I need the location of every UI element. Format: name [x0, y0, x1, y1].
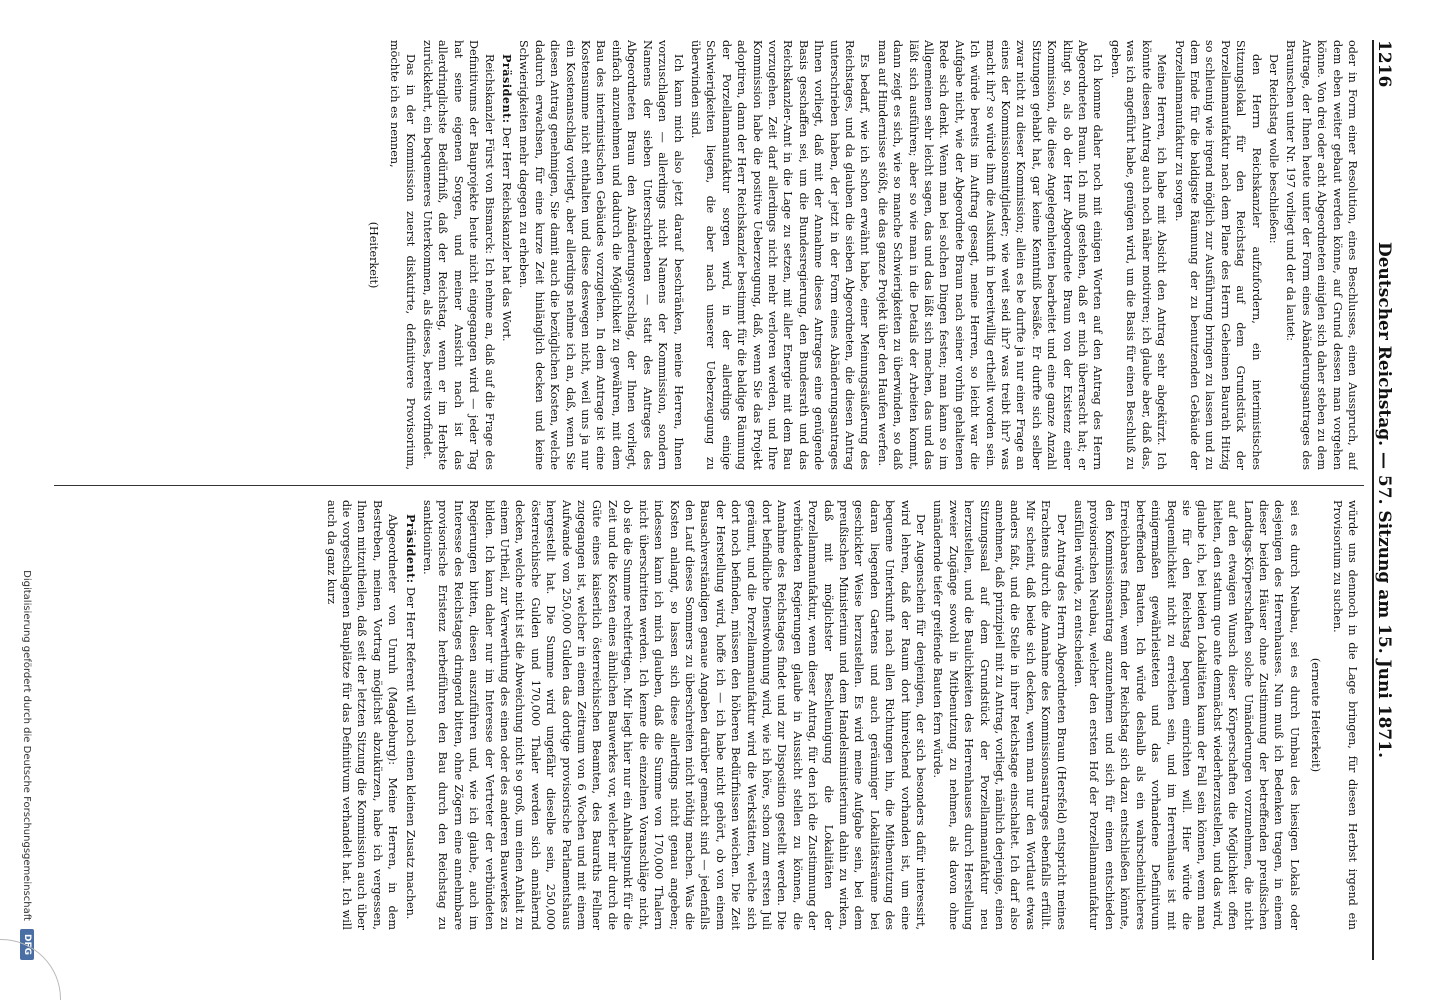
left-paragraph: Es bedarf, wie ich schon erwähnt habe, einer Meinungsäußerung des Reichstages, und da glauben die sieben Abgeordneten, die diesen Antrag unterschrieben haben, der jetzt in der Form eines Abänderungsantrages Ihnen vorliegt, daß mit der Annahme dieses Antrages eine genügende Basis geschaffen sei, um die Bundesregierung, den Bundesrath und das Reichskanzler-Amt in die Lage zu setzen, mit aller Energie mit dem Bau vorzugehen. Zeit darf allerdings nicht mehr verloren werden, und Ihre Kommission habe die positive Ueberzeugung, daß, wenn Sie das Projekt adoptiren, dann der Herr Reichskanzler bestimmt für die baldige Räumung der Porzellanmanufaktur sorgen wird, in der allerdings einige Schwierigkeiten liegen, die aber nach unserer Ueberzeugung zu überwinden sind. — [688, 40, 872, 470]
left-paragraph: Ich kann mich also jetzt darauf beschränken, meine Herren, Ihnen vorzuschlagen — allerdings nicht Namens der Kommission, sondern Namens der sieben Unterschriebenen — statt des Antrages des Abgeordneten Braun den Abänderungsvorschlag, der Ihnen vorliegt, einfach anzunehmen und dadurch die Möglichkeit zu gewähren, mit dem Bau des interimistischen Gebäudes vorzugehen. In dem Antrage ist eine Kostensumme nicht enthalten und diese deswegen nicht, weil uns ja nur ein Kostenanschlag vorliegt, aber allerdings nehme ich an, daß, wenn Sie diesen Antrag genehmigen, Sie damit auch die bezüglichen Kosten, welche dadurch erwachsen, für eine kurze Zeit hinlänglich decken und keine Schwierigkeiten mehr dagegen zu erheben. — [517, 40, 685, 470]
text-column-left — [60, 40, 1360, 470]
left-paragraph: Präsident: Der Herr Reichskanzler hat das Wort. — [500, 54, 515, 342]
left-paragraph: (Heiterkeit) — [366, 221, 380, 289]
left-paragraph: den Herrn Reichskanzler aufzufordern, ein interimistisches Sitzungslokal für den Reichstag auf dem Grundstück der Porzellanmanufaktur nach dem Plane des Herrn Geheimen Baurath Hitzig so schleunig wie irgend möglich zur Ausführung bringen zu lassen und zu dem Ende für die baldigste Räumung der zu benutzenden Gebäude der Porzellanmanufaktur zu sorgen. — [1172, 40, 1263, 470]
right-paragraph: Der Augenschein für denjenigen, der sich besonders dafür interessirt, wird lehren, daß der Raum dort hinreichend vorhanden ist, um eine bequeme Unterkunft nach allen Richtungen hin, die Mitbenutzung des daran liegenden Gartens und auch geräumiger Lokalitätsräume bei geschickter Weise herzustellen. Es wird meine Aufgabe sein, bei dem preußischen Ministerium und dem Handelsministerium dahin zu wirken, daß mit möglichster Beschleunigung die Lokalitäten der Porzellanmanufaktur, wenn dieser Antrag, für den ich die Zustimmung der verbündeten Regierungen glaube in Aussicht stellen zu können, die Annahme des Reichstages findet und zur Disposition gestellt werden. Die dort befindliche Dienstwohnung wird, wie ich höre, schon zum ersten Juli geräumt, und die Porzellanmanufaktur wird die Werkstätten, welche sich dort noch befinden, müssen den höheren Bedürfnissen weichen. Die Zeit der Herstellung wird, hoffe ich — ich habe nicht gehört, ob von einem Bausachverständigen genaue Angaben darüber gemacht sind — jedenfalls den Lauf dieses Sommers zu überschreiten nicht nöthig machen. Was die Kosten anlangt, so lassen sich diese allerdings nicht genau angeben; indessen kann ich mich glauben, daß die Summe von 170,000 Thalern nicht überschritten werden. Ich kenne die einzelnen Voranschläge nicht, ob sie die Summe rechtfertigen. Mir liegt hier nur ein Anhaltspunkt für die Zeit und die Kosten eines ähnlichen Bauwerkes vor, welcher mir durch die Güte eines kaiserlich österreichischen Beamten, des Bauraths Fellner zugegangen ist, welcher in einem Zeitraum von 6 Wochen und mit einem Aufwande von 250,000 Gulden das dortige provisorische Parlamentshaus hergestellt hat. Die Summe wird ungefähr dieselbe sein, 250,000 österreichische Gulden und 170,000 Thaler werden sich annähernd decken, welche nicht ist die Abweichung nicht so groß, um einen Anhalt zu einem Urtheil, zur Verwerthung des einen oder des anderen Bauwerkes zu bilden. Ich kann daher nur im Interesse der Vertreter der verbündeten Regierungen bitten, diesen auszuführen und, wie ich glaube, auch im Interesse des Reichstages dringend bitten, ohne Zögern eine annehmbare provisorische Eristenz herbeiführen den Bau durch den Reichstag zu sanktioniren. — [421, 500, 928, 930]
right-paragraph: Abgeordneter von Unruh (Magdeburg): Meine Herren, in dem Bestreben, meinen Vortrag möglichst abzukürzen, habe ich vergessen, Ihnen mitzutheilen, daß seit der letzten Sitzung die Kommission auch über die vorgeschlagenen Bauplätze für das Definitivum verhandelt hat. Ich will auch da ganz kurz — [324, 500, 400, 930]
page-header — [1372, 40, 1414, 960]
page-number: 1216 — [1374, 40, 1394, 88]
left-paragraph: Der Reichstag wolle beschließen: — [1266, 54, 1280, 244]
left-paragraph: oder in Form einer Resolution, eines Beschlusses, einen Ausspruch, auf dem eben weiter gebaut werden könne, auf Grund dessen man vorgehen könne. Von drei oder acht Abgeordneten einiglen sich daher steben zu dem Antrage, der Ihnen heute unter der Form eines Abänderungsantrages des Braunschen unter Nr. 197 vorliegt und der da lautet: — [1284, 40, 1359, 470]
left-paragraph: Meine Herren, ich habe mit Absicht den Antrag sehr abgekürzt. Ich könnte diesen Antrag auch noch näher motiviren; ich glaube aber, daß das, was ich angeführt habe, genügen wird, um die Basis für einen Beschluß zu geben. — [1108, 40, 1169, 470]
digitization-footer — [14, 40, 40, 960]
running-title: Deutscher Reichstag. — 57. Sitzung am 15. Juni 1871. — [1374, 242, 1394, 758]
right-paragraph: Der Antrag des Herrn Abgeordneten Braun (Hersfeld) entspricht meines Erachtens durch die Annahme des Kommissionsantrages ebenfalls erfüllt. Mir scheint, daß beide sich decken, wenn man nur den Wortlaut etwas anders faßt, und die Stelle in ihrer Reichstage einschaltet. Ich darf also annehmen, daß prinzipiell mit zu Antrag, vorliegt, nämlich derjenige, einen Sitzungssaal auf dem Grundstück der Porzellanmanufaktur neu herzustellen, und die Baulichkeiten des Herrenhauses durch Herstellung zweier Zugänge sowohl in Mitbenutzung zu nehmen, als davon ohne umändernde tiefer greifende Bauten fern würde. — [931, 500, 1068, 930]
right-paragraph: Präsident: Der Herr Referent will noch einen kleinen Zusatz machen. — [403, 514, 418, 920]
left-paragraph: Ich komme daher noch mit einigen Worten auf den Antrag des Herrn Abgeordneten Braun. Ich muß gestehen, daß er mich überrascht hat; er klingt so, als ob der Herr Abgeordnete Braun von der Existenz einer Kommission, die diese Angelegenheiten bearbeitet und eine ganze Anzahl Sitzungen gehabt hat, gar keine Kenntniß besäße. Er durfte sich selber zwar nicht zu dieser Kommission; allein es be durfte ja nur einer Frage an eines der Kommissionsmitglieder; wie weit seid ihr? was treibt ihr? was macht ihr? so würde ihm die Auskunft in bereitwillig ertheilt worden sein. Ich würde bereits im Auftrag gesagt, meine Herren, so leicht war die Aufgabe nicht, wie der Abgeordnete Braun nach seiner vorhin gehaltenen Rede sich denkt. Wenn man bei solchen Dingen festen; man kann so im Allgemeinen sehr leicht sagen, das und das läßt sich machen, das und das läßt sich ausführen; aber so wie man in die Details der Arbeiten kommt, dann zeigt es sich, wie so manche Schwierigkeiten zu überwinden, so daß man auf Hindernisse stößt, die das ganze Projekt über den Haufen werfen. — [875, 40, 1105, 470]
right-paragraph: sei es durch Neubau, sei es durch Umbau des hiesigen Lokals oder desjenigen des Herrenhauses. Nun muß ich Bedenken tragen, in einem dieser beiden Häuser ohne Zustimmung der betreffenden preußischen Landtags-Körperschaften solche Umänderungen vorzunehmen, die nicht auf den etwaigen Wunsch dieser Körperschaften die Möglichkeit offen hielten, den statum quo ante demnächst wiederherzustellen, und das wird, glaube ich, bei beiden Lokalitäten kaum der Fall sein können, wenn man sie für den Reichstag bequem einrichten will. Hier würde die Bequemlichkeit nicht zu erreichen sein, und im Herrenhause ist mit einigermaßen gewährleisteten und das vorhandene Definitivum betreffenden Bauten. Ich würde deshalb als ein wahrscheinlicheres Erreichbares finden, wenn der Reichstag sich dazu entschließen könnte, den Kommissionsantrag anzunehmen und sich für einen entschieden provisorischen Neubau, welcher den ersten Hof der Porzellanmanufaktur ausfüllen würde, zu entscheiden. — [1072, 500, 1301, 930]
right-paragraph: (erneute Heiterkeit) — [1309, 657, 1323, 773]
column-divider — [54, 485, 1364, 486]
right-paragraph: würde uns dennoch in die Lage bringen, für diesen Herbst irgend ein Provisorium zu suchen. — [1330, 500, 1359, 930]
funding-note: Digitalisierung gefördert durch die Deutsche Forschungsgemeinschaft — [21, 570, 33, 921]
speaker-name: Präsident: — [500, 54, 515, 124]
speaker-name: Präsident: — [403, 514, 418, 584]
dfg-logo: DFG — [20, 929, 34, 960]
left-paragraph: Reichskanzler Fürst von Bismarck: Ich nehme an, daß auf die Frage des Definitivums der Bauprojekte heute nicht eingegangen wird — jeder Tag hat seine eigenen Sorgen, und meiner Ansicht nach ist das allerdringlichste Bedürfniß, daß der Reichstag, wenn er im Herbste zurückkehrt, ein bequemeres Unterkommen, als dieses, bereits vorfindet. — [421, 40, 496, 470]
left-paragraph: Das in der Kommission zuerst diskutirte, definitivere Provisorium, möchte ich es nennen, — [388, 40, 417, 470]
scan-page-curl — [0, 939, 61, 1000]
text-column-right — [60, 500, 1360, 930]
